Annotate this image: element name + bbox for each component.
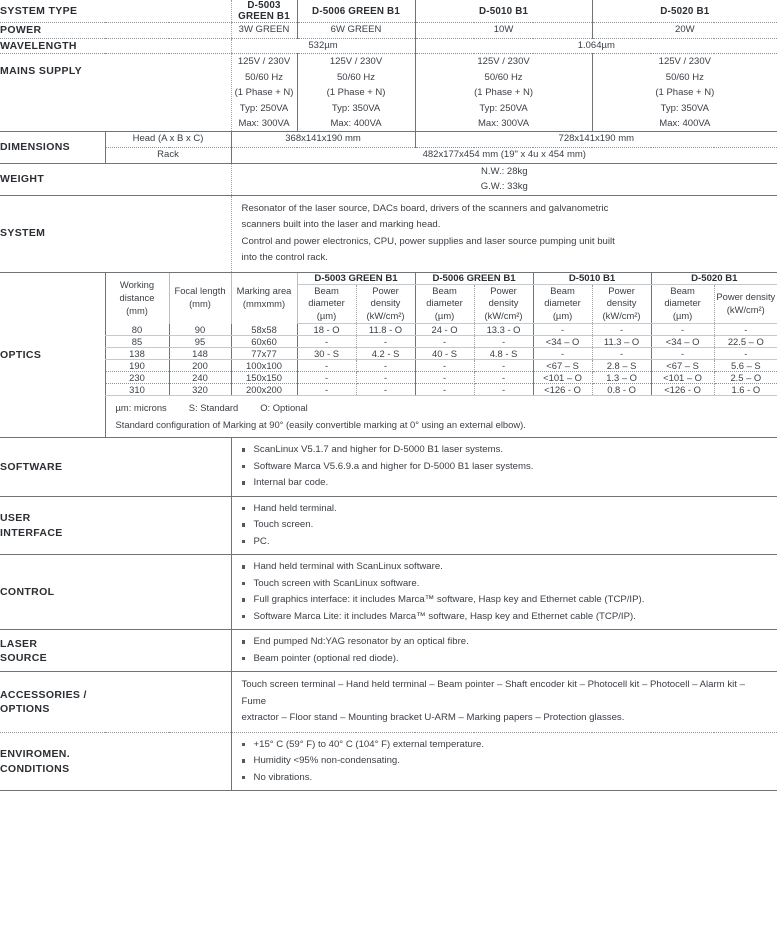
optics-c4p-0: - [714, 324, 777, 336]
model-header-4: D-5020 B1 [592, 0, 777, 23]
optics-beam-label-2: Beam diameter [426, 284, 463, 309]
system-line-4: into the control rack. [241, 252, 328, 263]
row-label-wavelength: WAVELENGTH [0, 38, 231, 54]
optics-area-label: Marking area [236, 285, 292, 297]
table-row-optics-group-header [0, 272, 777, 284]
mains-frequency-4: 50/60 Hz [665, 71, 704, 83]
optics-fl-2: 148 [169, 348, 231, 360]
optics-beam-label-1: Beam diameter [308, 284, 345, 309]
optics-area-unit: (mmxmm) [242, 298, 286, 310]
system-description [231, 195, 777, 272]
weight-gross: G.W.: 33kg [480, 181, 528, 193]
optics-c1b-0: 18 - O [297, 324, 356, 336]
list-item: PC. [254, 534, 777, 551]
optics-c3b-4: <101 – O [533, 372, 592, 384]
optics-header-working-distance [105, 272, 169, 324]
power-value-1: 3W GREEN [231, 23, 297, 39]
mains-supply-col-2 [297, 54, 415, 132]
table-row-optics-data [0, 384, 777, 396]
laser-source-list [232, 634, 777, 667]
optics-c4b-4: <101 – O [651, 372, 714, 384]
optics-c2b-4: - [415, 372, 474, 384]
optics-fl-5: 320 [169, 384, 231, 396]
optics-c1b-4: - [297, 372, 356, 384]
optics-area-0: 58x58 [231, 324, 297, 336]
system-line-2: scanners built into the laser and marking head. [241, 219, 441, 230]
optics-c2b-2: 40 - S [415, 348, 474, 360]
optics-c1p-5: - [356, 384, 415, 396]
row-label-dimensions: DIMENSIONS [0, 132, 105, 163]
table-row-optics-data [0, 348, 777, 360]
row-label-optics: OPTICS [0, 272, 105, 438]
system-line-3: Control and power electronics, CPU, power supplies and laser source pumping unit built [241, 235, 615, 247]
optics-density-unit-1: (kW/cm²) [366, 310, 405, 322]
optics-c3p-4: 1.3 – O [592, 372, 651, 384]
dimensions-head-label: Head (A x B x C) [105, 132, 231, 148]
table-row-laser-source [0, 630, 777, 672]
accessories-label-line-2: OPTIONS [0, 703, 50, 716]
power-value-3: 10W [415, 23, 592, 39]
row-label-power: POWER [0, 23, 231, 39]
list-item: Internal bar code. [254, 475, 777, 492]
user-interface-list [232, 501, 777, 551]
user-interface-label-line-2: INTERFACE [0, 526, 63, 539]
optics-subheader-density-3 [592, 284, 651, 324]
row-label-weight: WEIGHT [0, 163, 231, 195]
optics-area-4: 150x150 [231, 372, 297, 384]
mains-max-4: Max: 400VA [659, 117, 711, 129]
list-item: Beam pointer (optional red diode). [254, 651, 777, 668]
control-list [232, 559, 777, 625]
optics-c2p-4: - [474, 372, 533, 384]
optics-wd-5: 310 [105, 384, 169, 396]
mains-phase-3: (1 Phase + N) [474, 87, 533, 99]
optics-c2p-2: 4.8 - S [474, 348, 533, 360]
table-row-optics-data [0, 336, 777, 348]
optics-c3p-3: 2.8 – S [592, 360, 651, 372]
table-row-optics-legend [0, 396, 777, 438]
optics-c1b-2: 30 - S [297, 348, 356, 360]
mains-typ-1: Typ: 250VA [239, 102, 289, 114]
mains-frequency-3: 50/60 Hz [484, 71, 523, 83]
mains-supply-col-1 [231, 54, 297, 132]
table-row-control [0, 555, 777, 630]
optics-wd-4: 230 [105, 372, 169, 384]
optics-beam-unit-4: (µm) [672, 310, 693, 322]
list-item: Software Marca Lite: it includes Marca™ software, Hasp key and Ethernet cable (TCP/IP). [254, 609, 777, 626]
user-interface-list-container [231, 496, 777, 555]
optics-legend-line-2: Standard configuration of Marking at 90° (easily convertible marking at 0° using an external elbow). [115, 418, 526, 430]
system-line-1: Resonator of the laser source, DACs board, drivers of the scanners and galvanometric [241, 202, 609, 214]
weight-net: N.W.: 28kg [481, 165, 528, 177]
accessories-text-container [231, 672, 777, 733]
mains-typ-3: Typ: 250VA [479, 102, 528, 114]
mains-max-1: Max: 300VA [238, 117, 290, 129]
mains-voltage-1: 125V / 230V [237, 56, 291, 68]
optics-c3p-2: - [592, 348, 651, 360]
table-row-system [0, 195, 777, 272]
mains-voltage-2: 125V / 230V [329, 56, 383, 68]
row-label-user-interface [0, 496, 231, 555]
list-item: Hand held terminal. [254, 501, 777, 518]
list-item: No vibrations. [254, 770, 777, 787]
table-row-optics-data [0, 372, 777, 384]
list-item: +15° C (59° F) to 40° C (104° F) external temperature. [254, 737, 777, 754]
optics-area-3: 100x100 [231, 360, 297, 372]
mains-supply-col-3 [415, 54, 592, 132]
environment-label-line-1: ENVIROMEN. [0, 748, 71, 761]
optics-beam-unit-2: (µm) [434, 310, 455, 322]
optics-c4p-5: 1.6 - O [714, 384, 777, 396]
list-item: Full graphics interface: it includes Marca™ software, Hasp key and Ethernet cable (TCP/IP). [254, 592, 777, 609]
optics-c1b-1: - [297, 336, 356, 348]
row-label-system: SYSTEM [0, 195, 231, 272]
optics-c3p-1: 11.3 – O [592, 336, 651, 348]
optics-fl-3: 200 [169, 360, 231, 372]
optics-wd-3: 190 [105, 360, 169, 372]
software-list-container [231, 438, 777, 497]
weight-values [231, 163, 777, 195]
optics-c2b-1: - [415, 336, 474, 348]
mains-phase-1: (1 Phase + N) [234, 87, 294, 99]
table-row-user-interface [0, 496, 777, 555]
model-header-2: D-5006 GREEN B1 [297, 0, 415, 23]
list-item: Humidity <95% non-condensating. [254, 753, 777, 770]
optics-density-unit-3: (kW/cm²) [602, 310, 641, 322]
row-label-mains-supply: MAINS SUPPLY [0, 54, 231, 132]
optics-fl-1: 95 [169, 336, 231, 348]
row-label-accessories [0, 672, 231, 733]
table-row-wavelength [0, 38, 777, 54]
optics-header-focal-length [169, 272, 231, 324]
table-row-software [0, 438, 777, 497]
control-list-container [231, 555, 777, 630]
optics-c4b-5: <126 - O [651, 384, 714, 396]
optics-legend [105, 396, 777, 438]
optics-subheader-beam-1 [297, 284, 356, 324]
optics-fl-label: Focal length [174, 285, 226, 297]
optics-c4b-0: - [651, 324, 714, 336]
system-description-text [232, 196, 777, 272]
optics-c4b-3: <67 – S [651, 360, 714, 372]
list-item: Software Marca V5.6.9.a and higher for D-5000 B1 laser systems. [254, 459, 777, 476]
list-item: Hand held terminal with ScanLinux software. [254, 559, 777, 576]
optics-c4p-3: 5.6 – S [714, 360, 777, 372]
optics-c3b-1: <34 – O [533, 336, 592, 348]
optics-c2b-3: - [415, 360, 474, 372]
dimensions-head-ir: 728x141x190 mm [415, 132, 777, 148]
dimensions-rack-value: 482x177x454 mm (19" x 4u x 454 mm) [231, 148, 777, 164]
optics-wd-0: 80 [105, 324, 169, 336]
mains-frequency-2: 50/60 Hz [337, 71, 376, 83]
optics-c1p-4: - [356, 372, 415, 384]
table-row-environment [0, 732, 777, 791]
optics-c1b-3: - [297, 360, 356, 372]
power-value-4: 20W [592, 23, 777, 39]
row-label-control: CONTROL [0, 555, 231, 630]
optics-c3b-3: <67 – S [533, 360, 592, 372]
optics-subheader-beam-2 [415, 284, 474, 324]
row-label-software: SOFTWARE [0, 438, 231, 497]
laser-source-label-line-2: SOURCE [0, 651, 48, 664]
optics-c4p-2: - [714, 348, 777, 360]
optics-density-label-3: Power density [606, 284, 637, 309]
model-header-1: D-5003 GREEN B1 [231, 0, 297, 23]
optics-c2p-0: 13.3 - O [474, 324, 533, 336]
row-label-laser-source [0, 630, 231, 672]
optics-c2p-1: - [474, 336, 533, 348]
power-value-2: 6W GREEN [297, 23, 415, 39]
optics-model-header-3: D-5010 B1 [533, 272, 651, 284]
optics-header-marking-area [231, 272, 297, 324]
optics-c1p-3: - [356, 360, 415, 372]
optics-model-header-4: D-5020 B1 [651, 272, 777, 284]
optics-c3b-2: - [533, 348, 592, 360]
mains-max-3: Max: 300VA [478, 117, 530, 129]
optics-area-2: 77x77 [231, 348, 297, 360]
optics-density-unit-2: (kW/cm²) [484, 310, 523, 322]
optics-beam-unit-1: (µm) [316, 310, 337, 322]
mains-voltage-4: 125V / 230V [658, 56, 711, 68]
accessories-label-line-1: ACCESSORIES / [0, 688, 87, 701]
list-item: Touch screen with ScanLinux software. [254, 576, 777, 593]
user-interface-label-line-1: USER [0, 512, 31, 525]
optics-c3b-5: <126 - O [533, 384, 592, 396]
row-label-system-type: SYSTEM TYPE [0, 0, 231, 23]
optics-c4b-1: <34 – O [651, 336, 714, 348]
optics-c2b-0: 24 - O [415, 324, 474, 336]
optics-c1p-2: 4.2 - S [356, 348, 415, 360]
optics-c2p-5: - [474, 384, 533, 396]
environment-list [232, 737, 777, 787]
wavelength-green: 532µm [231, 38, 415, 54]
list-item: ScanLinux V5.1.7 and higher for D-5000 B1 laser systems. [254, 442, 777, 459]
table-row-dimensions-rack [0, 148, 777, 164]
optics-fl-0: 90 [169, 324, 231, 336]
dimensions-head-green: 368x141x190 mm [231, 132, 415, 148]
optics-density-label-2: Power density [488, 284, 519, 309]
optics-c3p-5: 0.8 - O [592, 384, 651, 396]
optics-model-header-1: D-5003 GREEN B1 [297, 272, 415, 284]
legend-optional: O: Optional [260, 402, 308, 414]
list-item: Touch screen. [254, 517, 777, 534]
optics-subheader-beam-4 [651, 284, 714, 324]
mains-supply-col-4 [592, 54, 777, 132]
optics-c3b-0: - [533, 324, 592, 336]
optics-subheader-density-1 [356, 284, 415, 324]
optics-c4b-2: - [651, 348, 714, 360]
optics-beam-unit-3: (µm) [552, 310, 573, 322]
legend-microns: µm: microns [115, 402, 167, 414]
table-row-optics-data [0, 360, 777, 372]
optics-c1p-0: 11.8 - O [356, 324, 415, 336]
optics-c2p-3: - [474, 360, 533, 372]
optics-c4p-1: 22.5 – O [714, 336, 777, 348]
table-row-dimensions-head [0, 132, 777, 148]
laser-source-label-line-1: LASER [0, 637, 38, 650]
table-row-mains-supply [0, 54, 777, 132]
optics-density-label-4: Power density [716, 290, 776, 302]
list-item: End pumped Nd:YAG resonator by an optical fibre. [254, 634, 777, 651]
optics-wd-label: Working distance [119, 278, 155, 303]
accessories-text [232, 672, 777, 732]
optics-c1p-1: - [356, 336, 415, 348]
optics-beam-label-3: Beam diameter [544, 284, 581, 309]
environment-label-line-2: CONDITIONS [0, 762, 70, 775]
optics-subheader-density-4 [714, 284, 777, 324]
table-row-optics-data [0, 324, 777, 336]
laser-source-list-container [231, 630, 777, 672]
optics-subheader-beam-3 [533, 284, 592, 324]
accessories-line-2: extractor – Floor stand – Mounting bracket U-ARM – Marking papers – Protection glasses. [241, 712, 625, 724]
mains-phase-4: (1 Phase + N) [655, 87, 715, 99]
optics-c4p-4: 2.5 – O [714, 372, 777, 384]
mains-max-2: Max: 400VA [330, 117, 382, 129]
optics-c2b-5: - [415, 384, 474, 396]
optics-wd-unit: (mm) [126, 304, 148, 316]
legend-standard: S: Standard [188, 402, 239, 414]
optics-wd-1: 85 [105, 336, 169, 348]
wavelength-ir: 1.064µm [415, 38, 777, 54]
optics-density-label-1: Power density [370, 284, 401, 309]
mains-typ-2: Typ: 350VA [331, 102, 381, 114]
accessories-line-1: Touch screen terminal – Hand held terminal – Beam pointer – Shaft encoder kit – Photocell kit – Photocell – Alarm kit – Fume [241, 679, 745, 707]
optics-subheader-density-2 [474, 284, 533, 324]
optics-beam-label-4: Beam diameter [664, 284, 701, 309]
dimensions-rack-label: Rack [105, 148, 231, 164]
table-row-weight [0, 163, 777, 195]
optics-c3p-0: - [592, 324, 651, 336]
table-row-system-type [0, 0, 777, 23]
optics-fl-4: 240 [169, 372, 231, 384]
optics-model-header-2: D-5006 GREEN B1 [415, 272, 533, 284]
table-row-accessories [0, 672, 777, 733]
mains-voltage-3: 125V / 230V [477, 56, 530, 68]
optics-fl-unit: (mm) [189, 298, 211, 310]
software-list [232, 442, 777, 492]
optics-c1b-5: - [297, 384, 356, 396]
mains-frequency-1: 50/60 Hz [245, 71, 284, 83]
optics-wd-2: 138 [105, 348, 169, 360]
row-label-environment [0, 732, 231, 791]
optics-area-1: 60x60 [231, 336, 297, 348]
table-row-power [0, 23, 777, 39]
optics-area-5: 200x200 [231, 384, 297, 396]
mains-phase-2: (1 Phase + N) [326, 87, 386, 99]
environment-list-container [231, 732, 777, 791]
optics-legend-line-1 [116, 400, 770, 416]
mains-typ-4: Typ: 350VA [660, 102, 710, 114]
model-header-3: D-5010 B1 [415, 0, 592, 23]
optics-density-unit-4: (kW/cm²) [726, 303, 765, 315]
